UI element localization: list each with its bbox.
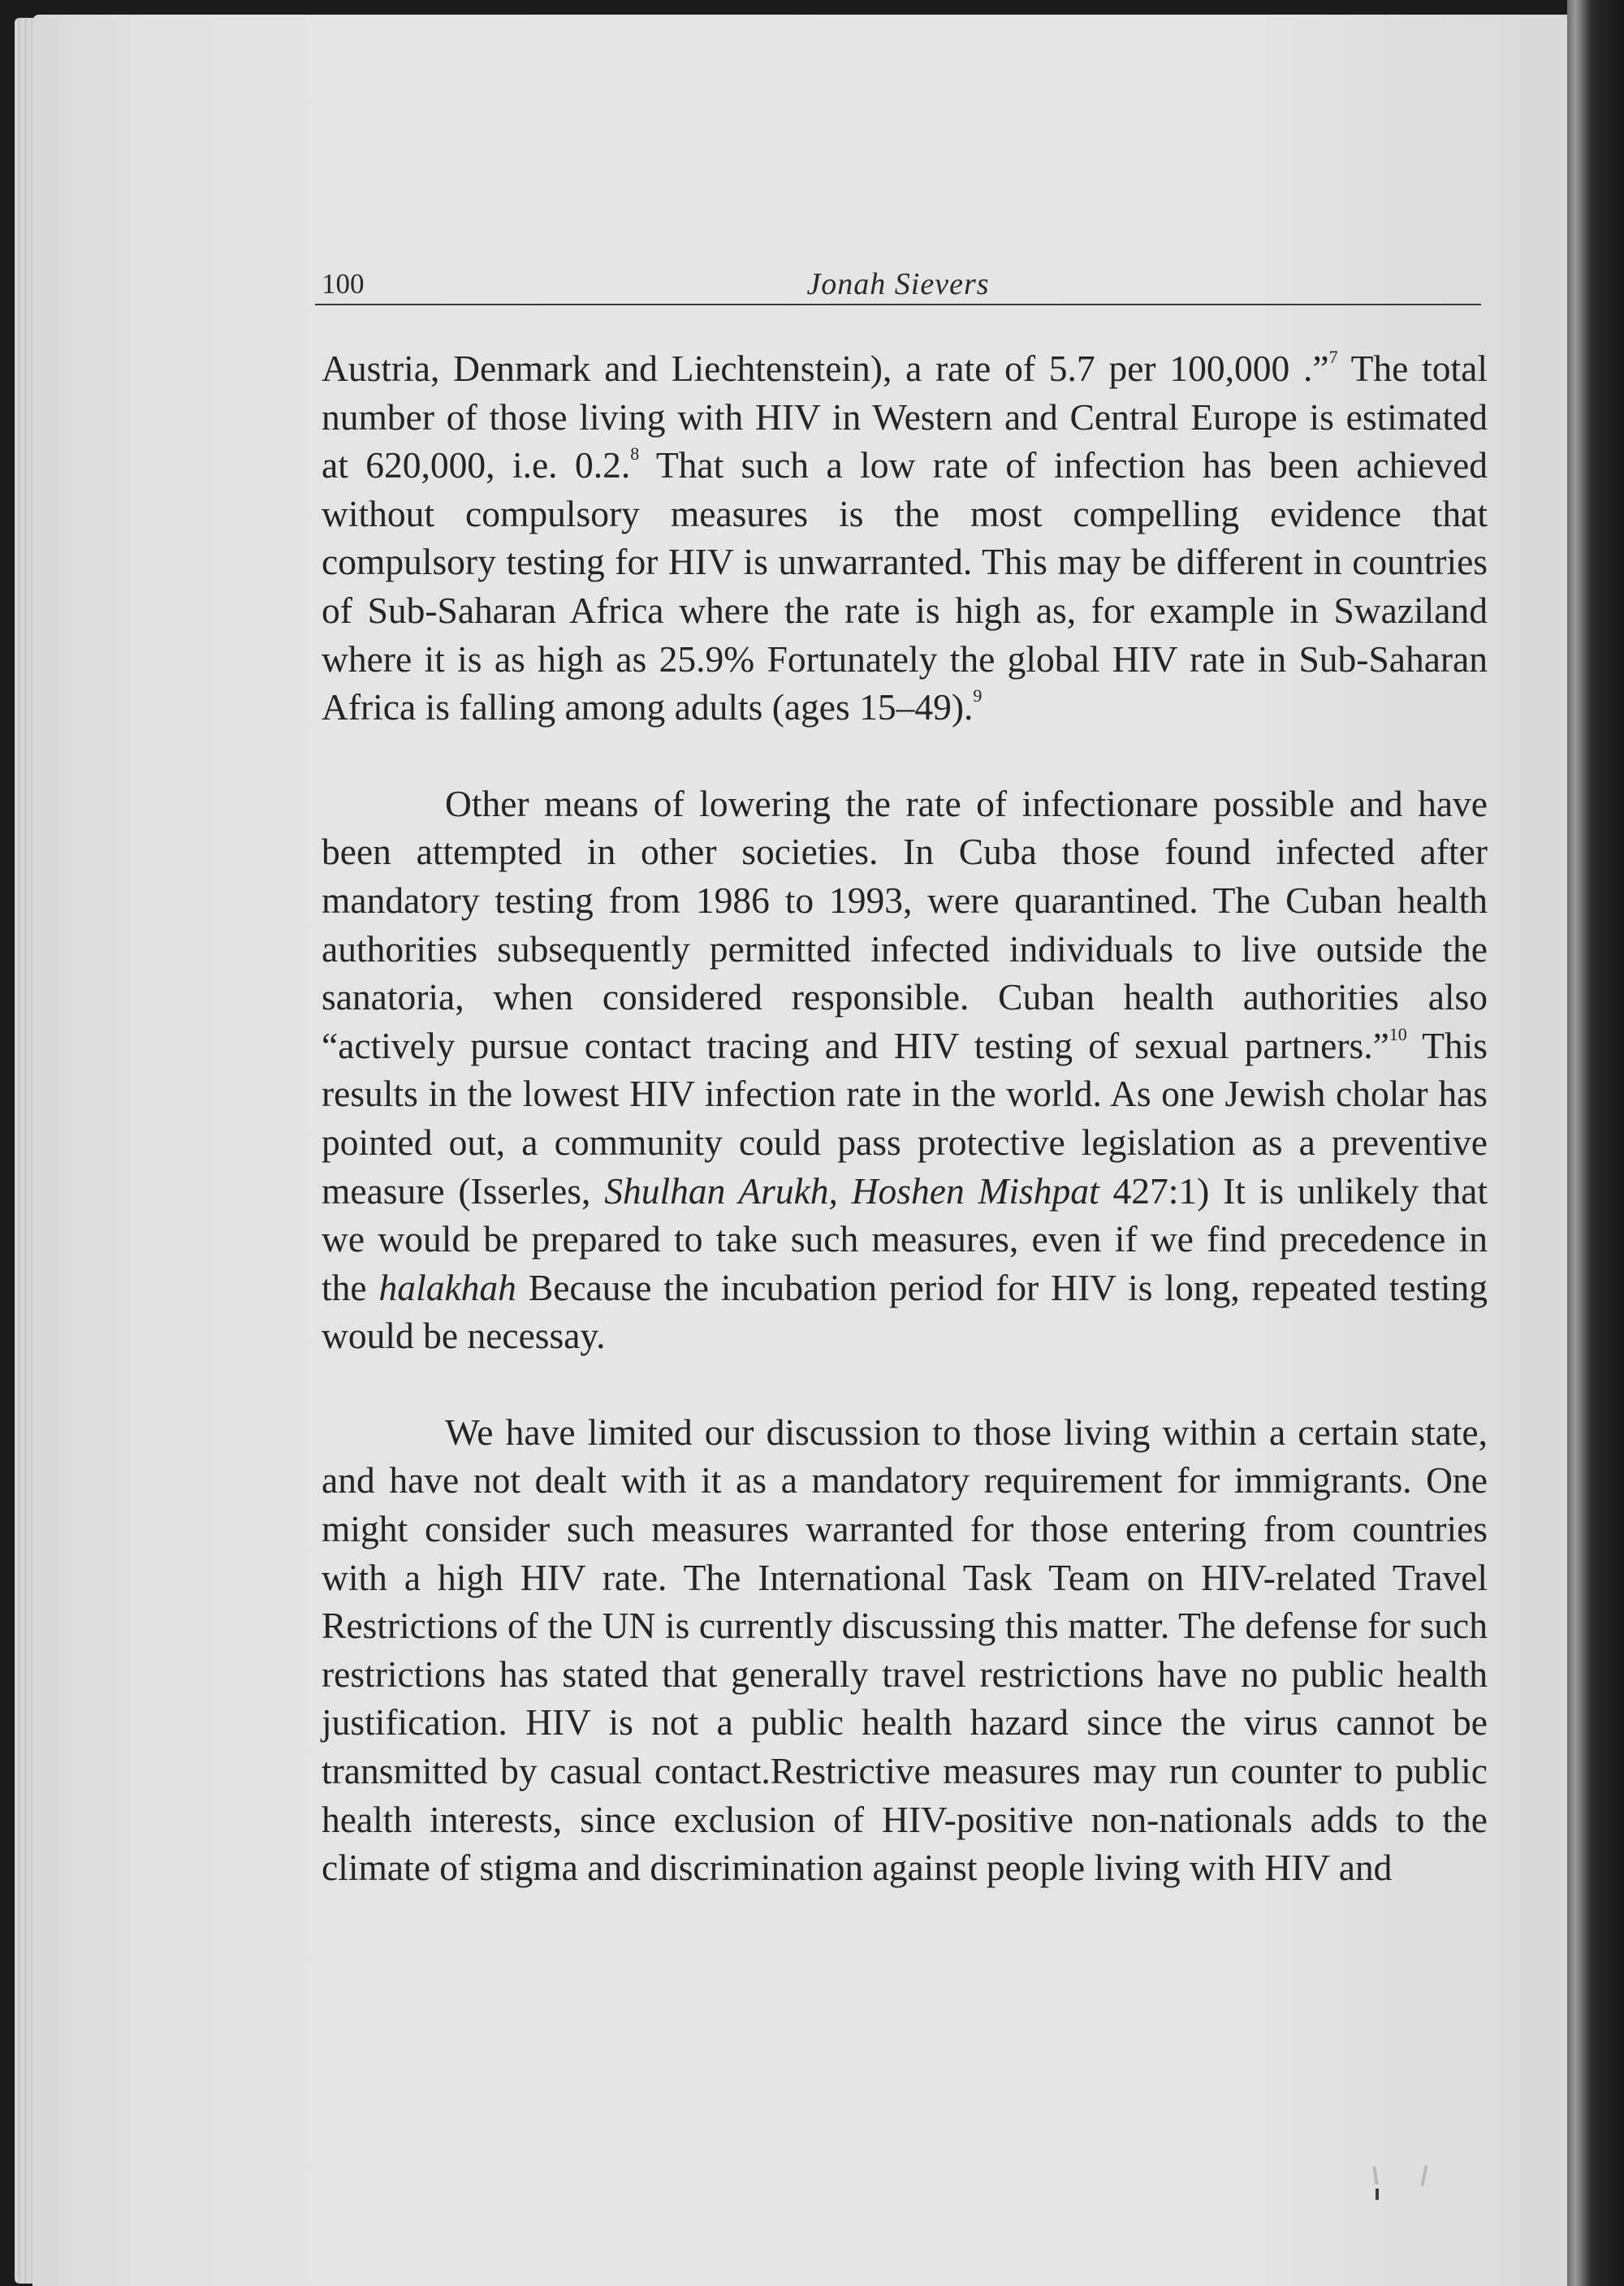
running-header [315,261,1481,305]
text-run: 427:1) It is unlikely that we would be prepared to take such measures, even if we find precedence in the [322,1169,1488,1308]
text-run: Because the incubation period for HIV is long, repeated testing would be necessay. [322,1266,1488,1357]
text-run: We have limited our discussion to those living within a certain state, and have not dealt with it as a mandatory requirement for immigrants. One might consider such measures warranted for those entering from countries with a high HIV rate. The International Task Team on HIV-related Travel Restrictions of the UN is currently discussing this matter. The defense for such restrictions has stated that generally travel restrictions have no public health justification. HIV is not a public health hazard since the virus cannot be transmitted by casual contact.Restrictive measures may run counter to public health interests, since exclusion of HIV-positive non-nationals adds to the climate of stigma and discrimination against people living with HIV and [322,1411,1488,1889]
footnote-ref: 7 [1328,347,1338,367]
text-run: Austria, Denmark and Liechtenstein), a rate of 5.7 per 100,000 .” [322,348,1329,389]
footnote-ref: 10 [1389,1023,1407,1044]
running-title: Jonah Sievers [806,267,990,301]
italic-term: halakhah [378,1266,516,1308]
text-run: The total number of those living with HIV in Western and Central Europe is estimated at 620,000, i.e. 0.2. [322,348,1488,486]
paragraph-3 [322,1408,1488,1892]
body-text [322,344,1488,1892]
paragraph-2 [322,780,1488,1360]
italic-term: Shulhan Arukh, Hoshen Mishpat [604,1169,1099,1212]
page-number: 100 [322,268,365,300]
text-run: Other means of lowering the rate of infectionare possible and have been attempted in other societies. In Cuba those found infected after mandatory testing from 1986 to 1993, were quarantined. The Cuban health authorities subsequently permitted infected individuals to live outside the sanatoria, when considered responsible. Cuban health authorities also “actively pursue contact tracing and HIV testing of sexual partners.” [322,782,1488,1066]
page-speck [1376,2189,1379,2200]
page-speck [1372,2167,1378,2184]
footnote-ref: 8 [630,443,640,465]
book-spine-shadow [1567,0,1624,2286]
page-speck [1420,2165,1427,2186]
text-run: This results in the lowest HIV infection rate in the world. As one Jewish cholar has pointed out, a community could pass protective legislation as a preventive measure (Isserles, [322,1024,1488,1212]
paragraph-1 [322,344,1488,732]
footnote-ref: 9 [973,685,983,707]
text-run: That such a low rate of infection has been achieved without compulsory measures is the most compelling evidence that compulsory testing for HIV is unwarranted. This may be different in countries of Sub-Saharan Africa where the rate is high as, for example in Swaziland where it is as high as 25.9% Fortunately the global HIV rate in Sub-Saharan Africa is falling among adults (ages 15–49). [322,444,1488,728]
